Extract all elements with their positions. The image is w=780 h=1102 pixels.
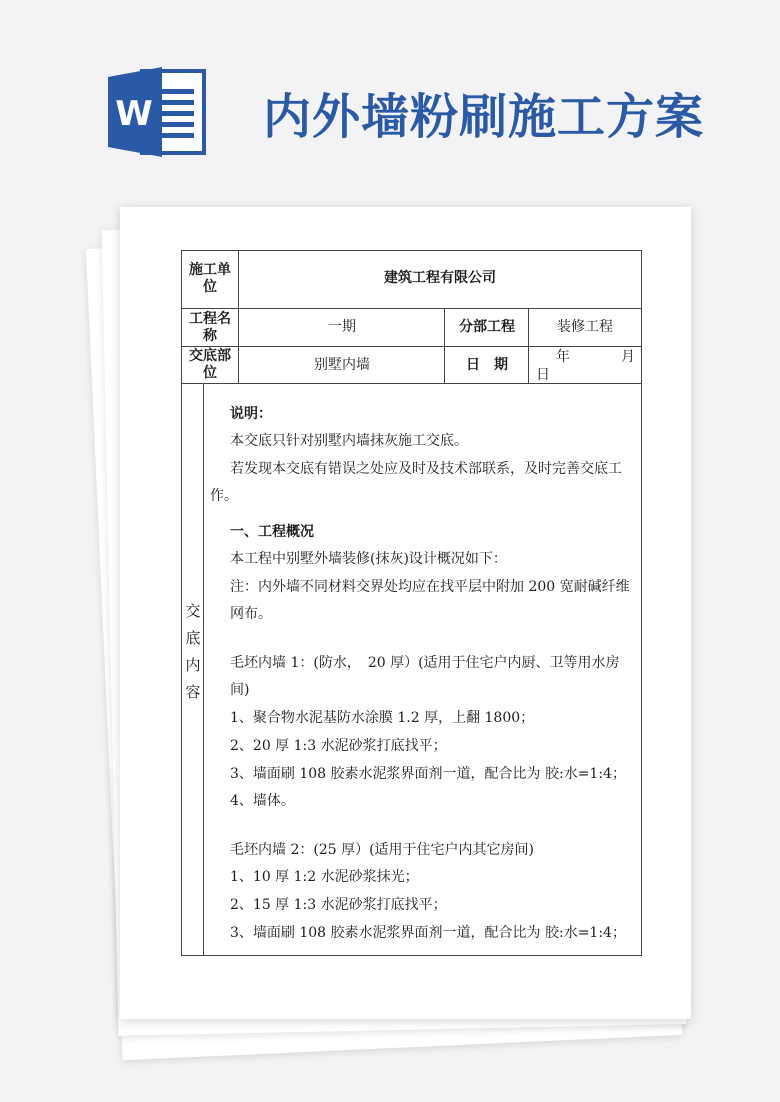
wall-spec-item: 1、10 厚 1:2 水泥砂浆抹光； — [230, 869, 419, 885]
page-title: 内外墙粉刷施工方案 — [263, 89, 705, 145]
content-line: 作。 — [210, 488, 238, 504]
wall-spec-item: 4、墙体。 — [230, 793, 295, 809]
label-date: 日 期 — [466, 356, 508, 373]
table-row-divider — [181, 383, 642, 384]
value-construction-unit: 建筑工程有限公司 — [384, 270, 496, 286]
content-line: 本交底只针对别墅内墙抹灰施工交底。 — [230, 433, 468, 449]
wall-spec-item: 3、墙面刷 108 胶素水泥浆界面剂一道，配合比为 胶:水=1:4； — [230, 925, 626, 941]
content-line: 网布。 — [230, 606, 272, 622]
side-label-handover-content: 交 底 内 容 — [185, 602, 201, 701]
section-heading: 一、工程概况 — [230, 524, 314, 540]
wall-spec-item: 3、墙面刷 108 胶素水泥浆界面剂一道，配合比为 胶:水=1:4； — [230, 766, 626, 782]
label-sub-project: 分部工程 — [459, 319, 515, 335]
wall-spec-title: 间) — [230, 682, 250, 698]
date-year-label: 年 — [556, 349, 570, 365]
wall-spec-item: 2、15 厚 1:3 水泥砂浆打底找平； — [230, 897, 447, 913]
date-month-label: 月 — [621, 349, 635, 365]
wall-spec-item: 2、20 厚 1:3 水泥砂浆打底找平； — [230, 738, 447, 754]
table-column-divider — [203, 383, 204, 956]
table-row-divider — [181, 346, 642, 347]
wall-spec-title: 毛坯内墙 2：(25 厚）(适用于住宅户内其它房间) — [230, 842, 535, 858]
content-line: 本工程中别墅外墙装修(抹灰)设计概况如下： — [230, 551, 507, 567]
wall-spec-item: 1、聚合物水泥基防水涂膜 1.2 厚，上翻 1800； — [230, 710, 535, 726]
svg-text:W: W — [115, 94, 153, 134]
content-line: 若发现本交底有错误之处应及时及技术部联系，及时完善交底工 — [230, 461, 622, 477]
date-day-label: 日 — [536, 367, 550, 383]
word-document-icon — [108, 67, 208, 157]
value-sub-project: 装修工程 — [557, 319, 613, 335]
table-column-divider — [238, 250, 239, 383]
content-line: 注：内外墙不同材料交界处均应在找平层中附加 200 宽耐碱纤维 — [230, 579, 630, 595]
wall-spec-title: 毛坯内墙 1：(防水， 20 厚）(适用于住宅户内厨、卫等用水房 — [230, 655, 620, 671]
table-row-divider — [181, 308, 642, 309]
value-project-name: 一期 — [328, 319, 356, 335]
value-handover-location: 别墅内墙 — [314, 356, 370, 373]
label-construction-unit: 施工单 位 — [189, 262, 231, 295]
label-project-name: 工程名 称 — [189, 310, 231, 344]
label-handover-location: 交底部 位 — [189, 348, 231, 381]
table-column-divider — [528, 308, 529, 383]
content-heading: 说明： — [230, 406, 272, 422]
table-column-divider — [444, 308, 445, 383]
